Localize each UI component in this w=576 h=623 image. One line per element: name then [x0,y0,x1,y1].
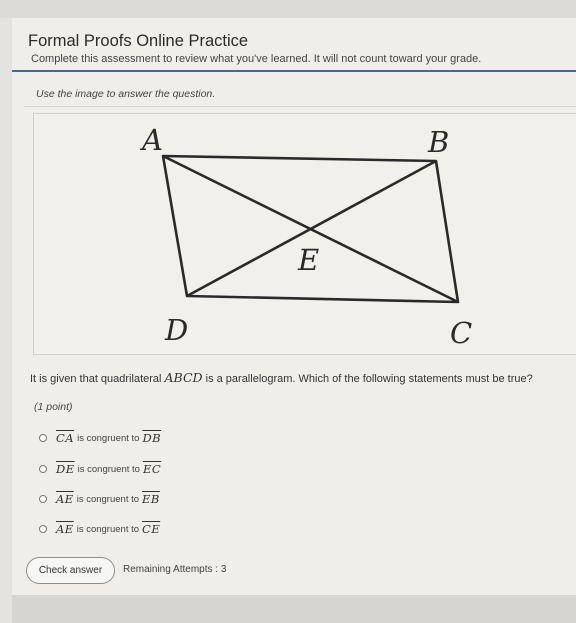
segment-1: $\overline{AE}$ [56,522,74,536]
answer-option-1[interactable] [39,430,161,446]
answer-option-4[interactable] [39,521,160,537]
instruction-text: Use the image to answer the question. [36,88,216,100]
question-post: is a parallelogram. Which of the following statements must be true? [202,373,533,385]
radio-icon[interactable] [39,495,47,503]
radio-icon[interactable] [39,434,47,442]
instruction-divider [24,106,576,107]
parallelogram-figure [33,113,576,355]
page-footer [12,595,576,623]
answer-option-3[interactable] [39,491,160,507]
segment-1: $\overline{DE}$ [56,462,75,476]
assessment-page [12,18,576,623]
radio-icon[interactable] [39,525,47,533]
remaining-attempts: Remaining Attempts : 3 [123,564,227,575]
answer-option-2[interactable] [39,461,161,477]
header-divider [12,70,576,72]
vertex-label-b: B [428,125,450,159]
option-text: is congruent to [76,523,140,535]
question-pre: It is given that quadrilateral [30,373,165,385]
segment-2: $\overline{EB}$ [142,492,160,506]
page-title: Formal Proofs Online Practice [28,32,249,50]
check-answer-button[interactable]: Check answer [26,557,115,584]
segment-1: $\overline{AE}$ [56,492,74,506]
vertex-label-c: C [450,316,473,350]
page-subtitle: Complete this assessment to review what you've learned. It will not count toward your grade. [31,53,482,65]
vertex-label-d: D [165,313,189,347]
segment-2: $\overline{EC}$ [142,462,162,476]
points-label: (1 point) [34,401,73,413]
question-text [30,370,570,385]
option-text: is congruent to [77,432,140,444]
segment-2: $\overline{CE}$ [142,522,161,536]
question-math: ABCD [164,370,203,385]
segment-2: $\overline{DB}$ [142,431,162,445]
segment-1: $\overline{CA}$ [56,431,75,445]
intersection-label-e: E [298,243,320,277]
radio-icon[interactable] [39,465,47,473]
vertex-label-a: A [142,123,163,157]
top-strip [0,0,576,18]
figure-svg [34,114,576,354]
option-text: is congruent to [76,493,140,505]
option-text: is congruent to [77,463,140,475]
